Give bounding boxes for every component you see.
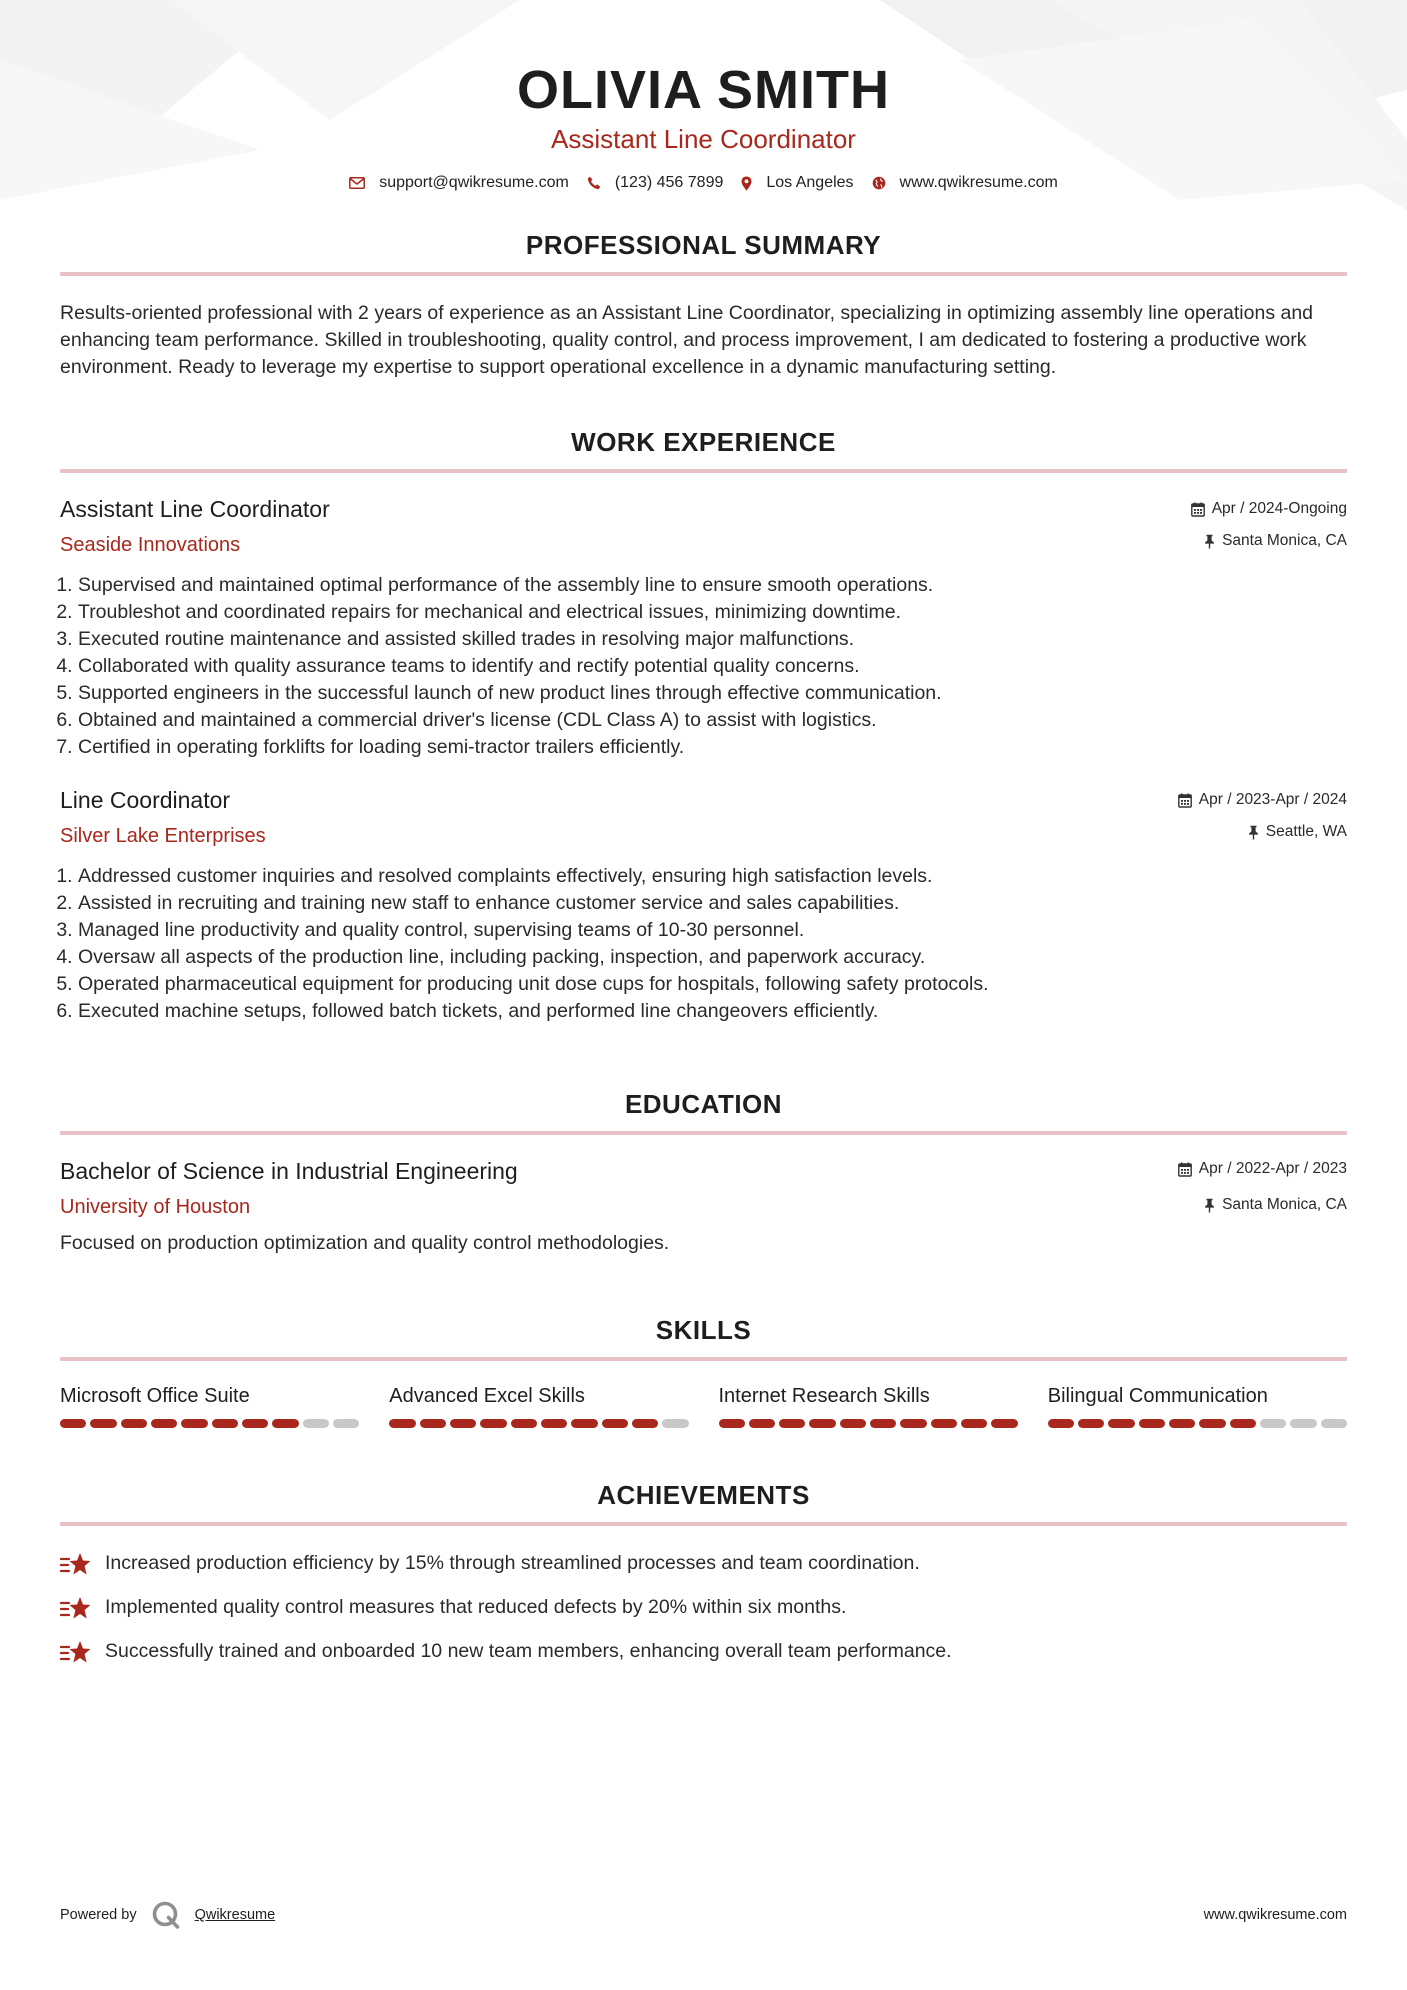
- list-item: 1. Addressed customer inquiries and resolved complaints effectively, ensuring high satisfaction levels.: [78, 863, 1347, 890]
- list-item: 3. Managed line productivity and quality control, supervising teams of 10-30 personnel.: [78, 917, 1347, 944]
- skills-grid: [60, 1383, 1347, 1428]
- job-bullets: [60, 572, 1347, 761]
- job-location: Seattle, WA: [1265, 823, 1347, 840]
- list-item: 7. Certified in operating forklifts for loading semi-tractor trailers efficiently.: [78, 734, 1347, 761]
- rating-dot-filled: [1199, 1419, 1225, 1428]
- rating-dot-filled: [541, 1419, 567, 1428]
- rating-dot-empty: [1321, 1419, 1347, 1428]
- calendar-icon: [1191, 502, 1205, 517]
- job-dates: Apr / 2024-Ongoing: [1211, 500, 1347, 517]
- envelope-icon: [349, 177, 365, 189]
- rating-dot-filled: [1169, 1419, 1195, 1428]
- education-section: [60, 1089, 1347, 1257]
- list-item: 3. Executed routine maintenance and assisted skilled trades in resolving major malfunctions.: [78, 626, 1347, 653]
- job-entry: [60, 495, 1347, 761]
- calendar-icon: [1178, 793, 1192, 808]
- pushpin-icon: [1204, 534, 1215, 549]
- skill-item: [719, 1383, 1018, 1428]
- rating-dot-filled: [450, 1419, 476, 1428]
- contact-phone[interactable]: [587, 174, 724, 192]
- rating-dot-filled: [961, 1419, 987, 1428]
- rating-dot-filled: [571, 1419, 597, 1428]
- experience-section: [60, 427, 1347, 1025]
- powered-by: [60, 1900, 275, 1930]
- job-entry: [60, 786, 1347, 1025]
- list-item: 2. Assisted in recruiting and training new staff to enhance customer service and sales capabilities.: [78, 890, 1347, 917]
- education-description: Focused on production optimization and quality control methodologies.: [60, 1232, 670, 1254]
- rating-dot-filled: [420, 1419, 446, 1428]
- job-company: Seaside Innovations: [60, 534, 241, 556]
- education-location: Santa Monica, CA: [1222, 1196, 1347, 1213]
- skill-name: Microsoft Office Suite: [60, 1385, 250, 1407]
- contact-email[interactable]: [349, 174, 569, 192]
- skill-item: [1048, 1383, 1347, 1428]
- job-company: Silver Lake Enterprises: [60, 825, 266, 847]
- pushpin-icon: [1204, 1198, 1215, 1213]
- list-item: 1. Supervised and maintained optimal performance of the assembly line to ensure smooth operations.: [78, 572, 1347, 599]
- achievements-heading: ACHIEVEMENTS: [597, 1480, 810, 1510]
- list-item: 5. Operated pharmaceutical equipment for producing unit dose cups for hospitals, following safety protocols.: [78, 971, 1347, 998]
- section-divider: [60, 272, 1347, 276]
- job-location: Santa Monica, CA: [1222, 532, 1347, 549]
- contact-bar: [60, 174, 1347, 192]
- section-divider: [60, 1522, 1347, 1526]
- rating-dot-filled: [840, 1419, 866, 1428]
- rating-dot-filled: [719, 1419, 745, 1428]
- shooting-star-icon: [60, 1640, 91, 1664]
- rating-dot-filled: [602, 1419, 628, 1428]
- rating-dot-empty: [662, 1419, 688, 1428]
- rating-dot-filled: [991, 1419, 1017, 1428]
- section-divider: [60, 1357, 1347, 1361]
- rating-dot-filled: [181, 1419, 207, 1428]
- map-marker-icon: [741, 176, 752, 191]
- list-item: 6. Executed machine setups, followed batch tickets, and performed line changeovers efficiently.: [78, 998, 1347, 1025]
- rating-dot-filled: [121, 1419, 147, 1428]
- rating-dot-filled: [632, 1419, 658, 1428]
- rating-dot-filled: [1108, 1419, 1134, 1428]
- achievements-list: [60, 1550, 1347, 1665]
- summary-text: Results-oriented professional with 2 years of experience as an Assistant Line Coordinator, specializing in optimizing assembly line operations and enhancing team performance. Skilled in troubleshooting, quality control, and process improvement, I am dedicated to fostering a productive work environment. Ready to leverage my expertise to support operational excellence in a dynamic manufacturing setting.: [60, 302, 1314, 378]
- rating-dot-filled: [272, 1419, 298, 1428]
- achievement-text: Increased production efficiency by 15% through streamlined processes and team coordination.: [105, 1552, 920, 1574]
- pushpin-icon: [1248, 825, 1259, 840]
- list-item: 2. Troubleshot and coordinated repairs for mechanical and electrical issues, minimizing downtime.: [78, 599, 1347, 626]
- rating-dot-empty: [333, 1419, 359, 1428]
- achievements-section: [60, 1480, 1347, 1665]
- contact-email-text: support@qwikresume.com: [379, 174, 569, 191]
- contact-website-text: www.qwikresume.com: [899, 174, 1058, 191]
- experience-heading: WORK EXPERIENCE: [571, 427, 836, 457]
- rating-dot-filled: [511, 1419, 537, 1428]
- candidate-name: OLIVIA SMITH: [517, 60, 890, 120]
- rating-dot-filled: [870, 1419, 896, 1428]
- rating-dot-filled: [151, 1419, 177, 1428]
- rating-dot-filled: [749, 1419, 775, 1428]
- skill-rating: [389, 1419, 688, 1428]
- list-item: [60, 1638, 1347, 1665]
- skills-section: [60, 1315, 1347, 1428]
- list-item: [60, 1550, 1347, 1577]
- list-item: [60, 1594, 1347, 1621]
- rating-dot-filled: [809, 1419, 835, 1428]
- summary-heading: PROFESSIONAL SUMMARY: [525, 230, 882, 260]
- rating-dot-filled: [1230, 1419, 1256, 1428]
- degree-name: Bachelor of Science in Industrial Engineering: [60, 1158, 518, 1184]
- list-item: 4. Collaborated with quality assurance teams to identify and rectify potential quality concerns.: [78, 653, 1347, 680]
- rating-dot-filled: [480, 1419, 506, 1428]
- skill-rating: [1048, 1419, 1347, 1428]
- skill-name: Bilingual Communication: [1047, 1385, 1268, 1407]
- shooting-star-icon: [60, 1596, 91, 1620]
- skills-heading: SKILLS: [655, 1315, 752, 1345]
- contact-location-text: Los Angeles: [766, 174, 854, 191]
- job-dates: Apr / 2023-Apr / 2024: [1198, 791, 1347, 808]
- list-item: 6. Obtained and maintained a commercial driver's license (CDL Class A) to assist with logistics.: [78, 707, 1347, 734]
- globe-icon: [872, 176, 886, 190]
- page-footer: [60, 1900, 1347, 1930]
- education-heading: EDUCATION: [624, 1089, 783, 1119]
- brand-link[interactable]: Qwikresume: [194, 1907, 276, 1923]
- summary-section: [60, 230, 1347, 381]
- powered-by-label: Powered by: [60, 1907, 137, 1923]
- school-name: University of Houston: [60, 1196, 251, 1218]
- rating-dot-filled: [1139, 1419, 1165, 1428]
- job-role: Line Coordinator: [60, 787, 231, 813]
- rating-dot-empty: [303, 1419, 329, 1428]
- list-item: 5. Supported engineers in the successful launch of new product lines through effective communication.: [78, 680, 1347, 707]
- rating-dot-filled: [779, 1419, 805, 1428]
- rating-dot-filled: [242, 1419, 268, 1428]
- contact-website[interactable]: [872, 174, 1058, 192]
- rating-dot-empty: [1260, 1419, 1286, 1428]
- education-dates: Apr / 2022-Apr / 2023: [1198, 1160, 1347, 1177]
- achievement-text: Implemented quality control measures that reduced defects by 20% within six months.: [105, 1596, 847, 1618]
- rating-dot-filled: [1078, 1419, 1104, 1428]
- list-item: 4. Oversaw all aspects of the production line, including packing, inspection, and paperwork accuracy.: [78, 944, 1347, 971]
- skill-item: [389, 1383, 688, 1428]
- rating-dot-filled: [900, 1419, 926, 1428]
- skill-rating: [719, 1419, 1018, 1428]
- candidate-title: Assistant Line Coordinator: [551, 124, 856, 154]
- skill-item: [60, 1383, 359, 1428]
- rating-dot-filled: [60, 1419, 86, 1428]
- section-divider: [60, 1131, 1347, 1135]
- rating-dot-filled: [90, 1419, 116, 1428]
- rating-dot-filled: [931, 1419, 957, 1428]
- job-role: Assistant Line Coordinator: [60, 496, 330, 522]
- education-entry: [60, 1157, 1347, 1257]
- footer-website[interactable]: www.qwikresume.com: [1203, 1907, 1347, 1923]
- calendar-icon: [1178, 1162, 1192, 1177]
- qwikresume-logo-icon: [151, 1900, 181, 1930]
- rating-dot-empty: [1290, 1419, 1316, 1428]
- rating-dot-filled: [389, 1419, 415, 1428]
- rating-dot-filled: [1048, 1419, 1074, 1428]
- skill-name: Advanced Excel Skills: [389, 1385, 585, 1407]
- phone-icon: [587, 176, 601, 190]
- rating-dot-filled: [212, 1419, 238, 1428]
- shooting-star-icon: [60, 1552, 91, 1576]
- contact-phone-text: (123) 456 7899: [614, 174, 724, 191]
- contact-location: [741, 174, 853, 192]
- skill-rating: [60, 1419, 359, 1428]
- section-divider: [60, 469, 1347, 473]
- resume-header: [60, 0, 1347, 192]
- achievement-text: Successfully trained and onboarded 10 new team members, enhancing overall team performance.: [105, 1640, 952, 1662]
- skill-name: Internet Research Skills: [718, 1385, 930, 1407]
- job-bullets: [60, 863, 1347, 1025]
